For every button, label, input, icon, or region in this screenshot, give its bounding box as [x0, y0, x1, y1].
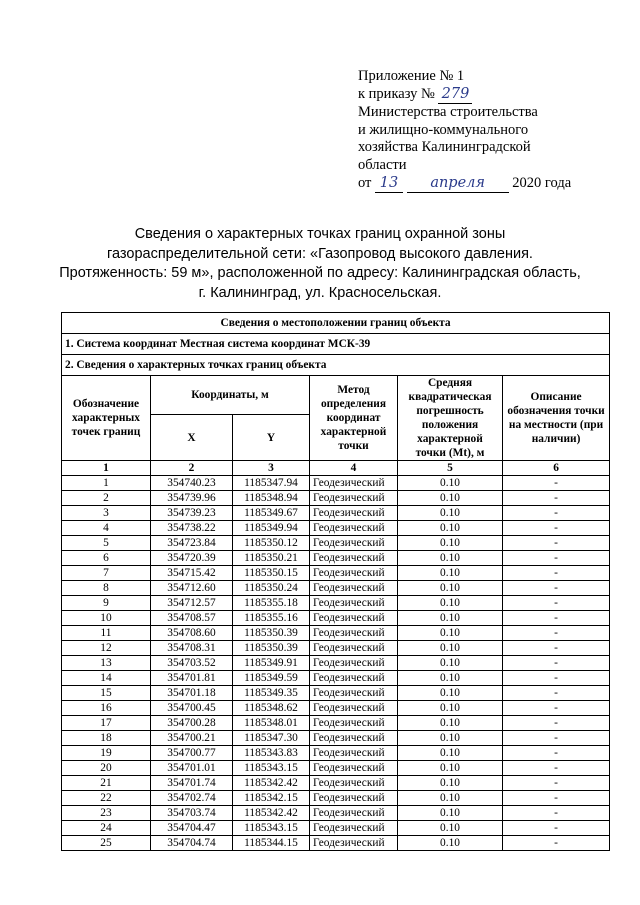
header-description: Описание обозначения точки на местности (при наличии) [503, 376, 610, 461]
y-coordinate: 1185350.12 [233, 536, 310, 551]
point-number: 2 [62, 491, 151, 506]
point-number: 5 [62, 536, 151, 551]
x-coordinate: 354704.74 [151, 836, 233, 851]
y-coordinate: 1185342.15 [233, 791, 310, 806]
table-row [62, 746, 610, 761]
point-number: 7 [62, 566, 151, 581]
point-number: 4 [62, 521, 151, 536]
method-cell: Геодезический [310, 476, 398, 491]
method-cell: Геодезический [310, 746, 398, 761]
description-cell: - [503, 491, 610, 506]
y-coordinate: 1185343.83 [233, 746, 310, 761]
y-coordinate: 1185344.15 [233, 836, 310, 851]
point-number: 10 [62, 611, 151, 626]
title-line-2: газораспределительной сети: «Газопровод высокого давления. [107, 245, 533, 262]
point-number: 25 [62, 836, 151, 851]
title-line-4: г. Калининград, ул. Красносельская. [198, 284, 442, 301]
ministry-line-1: Министерства строительства [358, 104, 538, 121]
column-number: 2 [151, 461, 233, 476]
date-suffix: 2020 года [512, 174, 572, 191]
error-cell: 0.10 [398, 566, 503, 581]
x-coordinate: 354701.18 [151, 686, 233, 701]
error-cell: 0.10 [398, 626, 503, 641]
description-cell: - [503, 656, 610, 671]
y-coordinate: 1185349.35 [233, 686, 310, 701]
point-number: 8 [62, 581, 151, 596]
description-cell: - [503, 686, 610, 701]
y-coordinate: 1185349.67 [233, 506, 310, 521]
point-number: 24 [62, 821, 151, 836]
y-coordinate: 1185350.39 [233, 626, 310, 641]
date-prefix: от [358, 174, 372, 191]
error-cell: 0.10 [398, 776, 503, 791]
method-cell: Геодезический [310, 821, 398, 836]
table-row [62, 566, 610, 581]
description-cell: - [503, 476, 610, 491]
error-cell: 0.10 [398, 701, 503, 716]
order-number-handwritten: 279 [438, 86, 472, 105]
x-coordinate: 354708.60 [151, 626, 233, 641]
description-cell: - [503, 566, 610, 581]
error-cell: 0.10 [398, 506, 503, 521]
appendix-block [358, 68, 571, 193]
x-coordinate: 354708.31 [151, 641, 233, 656]
y-coordinate: 1185347.94 [233, 476, 310, 491]
method-cell: Геодезический [310, 686, 398, 701]
method-cell: Геодезический [310, 596, 398, 611]
table-row [62, 611, 610, 626]
description-cell: - [503, 716, 610, 731]
point-number: 22 [62, 791, 151, 806]
error-cell: 0.10 [398, 551, 503, 566]
point-number: 16 [62, 701, 151, 716]
error-cell: 0.10 [398, 476, 503, 491]
point-number: 20 [62, 761, 151, 776]
error-cell: 0.10 [398, 491, 503, 506]
point-number: 9 [62, 596, 151, 611]
error-cell: 0.10 [398, 746, 503, 761]
description-cell: - [503, 521, 610, 536]
x-coordinate: 354723.84 [151, 536, 233, 551]
table-row [62, 581, 610, 596]
y-coordinate: 1185342.42 [233, 776, 310, 791]
y-coordinate: 1185350.24 [233, 581, 310, 596]
error-cell: 0.10 [398, 581, 503, 596]
description-cell: - [503, 641, 610, 656]
y-coordinate: 1185349.91 [233, 656, 310, 671]
error-cell: 0.10 [398, 836, 503, 851]
date-day-handwritten: 13 [375, 175, 403, 194]
table-row [62, 626, 610, 641]
table-row [62, 656, 610, 671]
header-error: Средняя квадратическая погрешность положения характерной точки (Mt), м [398, 376, 503, 461]
x-coordinate: 354700.21 [151, 731, 233, 746]
table-row [62, 521, 610, 536]
error-cell: 0.10 [398, 596, 503, 611]
table-row [62, 671, 610, 686]
method-cell: Геодезический [310, 656, 398, 671]
description-cell: - [503, 776, 610, 791]
ministry-line-2: и жилищно-коммунального [358, 121, 529, 138]
point-number: 18 [62, 731, 151, 746]
column-number: 6 [503, 461, 610, 476]
x-coordinate: 354739.23 [151, 506, 233, 521]
table-row [62, 761, 610, 776]
document-title [40, 225, 600, 303]
point-number: 21 [62, 776, 151, 791]
ministry-line-4: области [358, 156, 407, 173]
x-coordinate: 354704.47 [151, 821, 233, 836]
point-number: 14 [62, 671, 151, 686]
error-cell: 0.10 [398, 521, 503, 536]
date-line [358, 175, 571, 194]
description-cell: - [503, 731, 610, 746]
x-coordinate: 354701.74 [151, 776, 233, 791]
x-coordinate: 354720.39 [151, 551, 233, 566]
description-cell: - [503, 791, 610, 806]
description-cell: - [503, 836, 610, 851]
y-coordinate: 1185347.30 [233, 731, 310, 746]
description-cell: - [503, 671, 610, 686]
column-number: 3 [233, 461, 310, 476]
point-number: 11 [62, 626, 151, 641]
table-row [62, 506, 610, 521]
method-cell: Геодезический [310, 761, 398, 776]
point-number: 13 [62, 656, 151, 671]
x-coordinate: 354712.57 [151, 596, 233, 611]
y-coordinate: 1185349.94 [233, 521, 310, 536]
date-month-handwritten: апреля [407, 175, 509, 194]
point-number: 19 [62, 746, 151, 761]
header-point: Обозначение характерных точек границ [62, 376, 151, 461]
point-number: 17 [62, 716, 151, 731]
error-cell: 0.10 [398, 641, 503, 656]
x-coordinate: 354702.74 [151, 791, 233, 806]
y-coordinate: 1185348.01 [233, 716, 310, 731]
method-cell: Геодезический [310, 701, 398, 716]
method-cell: Геодезический [310, 641, 398, 656]
point-number: 3 [62, 506, 151, 521]
table-row [62, 836, 610, 851]
description-cell: - [503, 821, 610, 836]
y-coordinate: 1185350.21 [233, 551, 310, 566]
method-cell: Геодезический [310, 506, 398, 521]
error-cell: 0.10 [398, 671, 503, 686]
method-cell: Геодезический [310, 551, 398, 566]
column-numbers-row [62, 461, 610, 476]
x-coordinate: 354715.42 [151, 566, 233, 581]
error-cell: 0.10 [398, 716, 503, 731]
y-coordinate: 1185343.15 [233, 761, 310, 776]
column-number: 1 [62, 461, 151, 476]
description-cell: - [503, 506, 610, 521]
method-cell: Геодезический [310, 611, 398, 626]
error-cell: 0.10 [398, 821, 503, 836]
title-line-3: Протяженность: 59 м», расположенной по адресу: Калининградская область, [59, 265, 581, 281]
description-cell: - [503, 761, 610, 776]
x-coordinate: 354703.74 [151, 806, 233, 821]
method-cell: Геодезический [310, 536, 398, 551]
y-coordinate: 1185350.39 [233, 641, 310, 656]
method-cell: Геодезический [310, 731, 398, 746]
y-coordinate: 1185348.62 [233, 701, 310, 716]
x-coordinate: 354700.28 [151, 716, 233, 731]
table-row [62, 821, 610, 836]
description-cell: - [503, 746, 610, 761]
description-cell: - [503, 551, 610, 566]
x-coordinate: 354740.23 [151, 476, 233, 491]
header-coordinates: Координаты, м [151, 376, 310, 415]
point-number: 12 [62, 641, 151, 656]
header-y: Y [233, 415, 310, 461]
error-cell: 0.10 [398, 611, 503, 626]
error-cell: 0.10 [398, 536, 503, 551]
point-number: 15 [62, 686, 151, 701]
appendix-title: Приложение № 1 [358, 68, 465, 84]
description-cell: - [503, 806, 610, 821]
description-cell: - [503, 581, 610, 596]
title-line-1: Сведения о характерных точках границ охранной зоны [134, 226, 506, 242]
x-coordinate: 354703.52 [151, 656, 233, 671]
table-row [62, 536, 610, 551]
y-coordinate: 1185343.15 [233, 821, 310, 836]
table-row [62, 716, 610, 731]
header-x: X [151, 415, 233, 461]
method-cell: Геодезический [310, 491, 398, 506]
table-row [62, 491, 610, 506]
point-number: 6 [62, 551, 151, 566]
table-row [62, 476, 610, 491]
table-row [62, 731, 610, 746]
table-row [62, 776, 610, 791]
error-cell: 0.10 [398, 731, 503, 746]
header-method: Метод определения координат характерной точки [310, 376, 398, 461]
error-cell: 0.10 [398, 686, 503, 701]
y-coordinate: 1185350.15 [233, 566, 310, 581]
error-cell: 0.10 [398, 806, 503, 821]
order-prefix: к приказу № [358, 85, 435, 102]
table-row [62, 791, 610, 806]
boundary-points-table [61, 312, 610, 851]
y-coordinate: 1185355.16 [233, 611, 310, 626]
description-cell: - [503, 536, 610, 551]
table-row [62, 596, 610, 611]
method-cell: Геодезический [310, 791, 398, 806]
column-number: 5 [398, 461, 503, 476]
description-cell: - [503, 626, 610, 641]
y-coordinate: 1185349.59 [233, 671, 310, 686]
table-row [62, 686, 610, 701]
table-caption: Сведения о местоположении границ объекта [62, 313, 610, 334]
column-number: 4 [310, 461, 398, 476]
x-coordinate: 354712.60 [151, 581, 233, 596]
error-cell: 0.10 [398, 761, 503, 776]
points-section-row: 2. Сведения о характерных точках границ объекта [62, 355, 610, 376]
method-cell: Геодезический [310, 671, 398, 686]
table-row [62, 641, 610, 656]
x-coordinate: 354739.96 [151, 491, 233, 506]
description-cell: - [503, 701, 610, 716]
y-coordinate: 1185355.18 [233, 596, 310, 611]
method-cell: Геодезический [310, 566, 398, 581]
table-row [62, 806, 610, 821]
order-line [358, 86, 571, 105]
method-cell: Геодезический [310, 626, 398, 641]
x-coordinate: 354700.77 [151, 746, 233, 761]
y-coordinate: 1185342.42 [233, 806, 310, 821]
error-cell: 0.10 [398, 656, 503, 671]
ministry-line-3: хозяйства Калининградской [358, 139, 531, 156]
method-cell: Геодезический [310, 806, 398, 821]
x-coordinate: 354701.81 [151, 671, 233, 686]
point-number: 23 [62, 806, 151, 821]
table-row [62, 551, 610, 566]
description-cell: - [503, 596, 610, 611]
method-cell: Геодезический [310, 836, 398, 851]
x-coordinate: 354738.22 [151, 521, 233, 536]
table-row [62, 701, 610, 716]
method-cell: Геодезический [310, 776, 398, 791]
method-cell: Геодезический [310, 716, 398, 731]
error-cell: 0.10 [398, 791, 503, 806]
description-cell: - [503, 611, 610, 626]
x-coordinate: 354708.57 [151, 611, 233, 626]
coordinate-system-row: 1. Система координат Местная система координат МСК-39 [62, 334, 610, 355]
x-coordinate: 354701.01 [151, 761, 233, 776]
method-cell: Геодезический [310, 581, 398, 596]
method-cell: Геодезический [310, 521, 398, 536]
y-coordinate: 1185348.94 [233, 491, 310, 506]
x-coordinate: 354700.45 [151, 701, 233, 716]
point-number: 1 [62, 476, 151, 491]
